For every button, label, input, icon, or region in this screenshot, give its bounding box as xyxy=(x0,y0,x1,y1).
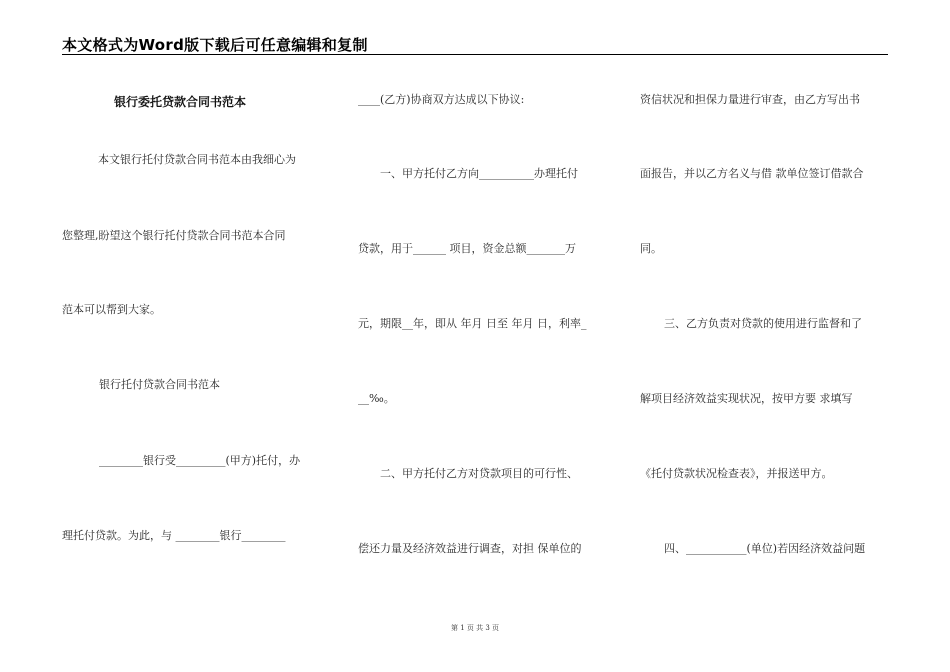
paragraph-line: 资信状况和担保力量进行审查，由乙方写出书 xyxy=(640,93,860,106)
paragraph-line: 元，期限__年，即从 年月 日至 年月 日，利率_ xyxy=(358,317,587,330)
column-2 xyxy=(358,0,610,672)
paragraph-line: ____(乙方)协商双方达成以下协议: xyxy=(358,93,525,106)
document-title: 银行委托贷款合同书范本 xyxy=(114,95,247,109)
paragraph-line: 贷款，用于______ 项目，资金总额_______万 xyxy=(358,242,576,255)
paragraph-line: 一、甲方托付乙方向__________办理托付 xyxy=(380,167,578,180)
paragraph-line: 解项目经济效益实现状况，按甲方要 求填写 xyxy=(640,392,853,405)
paragraph-line: 《托付贷款状况检查表》，并报送甲方。 xyxy=(640,467,833,480)
paragraph-line: 偿还力量及经济效益进行调查，对担 保单位的 xyxy=(358,542,582,555)
column-1 xyxy=(62,0,324,672)
page-number: 第 1 页 共 3 页 xyxy=(450,624,500,632)
header-title: 本文格式为Word版下载后可任意编辑和复制 xyxy=(62,36,368,54)
paragraph-line: 四、___________(单位)若因经济效益问题 xyxy=(664,542,866,555)
paragraph-line: 二、甲方托付乙方对贷款项目的可行性、 xyxy=(380,467,578,480)
paragraph-line: 三、乙方负责对贷款的使用进行监督和了 xyxy=(664,317,862,330)
paragraph-line: 范本可以帮到大家。 xyxy=(62,303,161,316)
paragraph-line: 同。 xyxy=(640,242,662,255)
paragraph-line: 银行托付贷款合同书范本 xyxy=(99,378,220,391)
paragraph-line: __‰。 xyxy=(358,392,395,405)
paragraph-line: 理托付贷款。为此，与 ________银行________ xyxy=(62,529,286,542)
paragraph-line: ________银行受_________(甲方)托付，办 xyxy=(99,454,301,467)
paragraph-line: 您整理,盼望这个银行托付贷款合同书范本合同 xyxy=(62,229,286,242)
paragraph-line: 本文银行托付贷款合同书范本由我细心为 xyxy=(98,153,296,166)
column-3 xyxy=(640,0,890,672)
paragraph-line: 面报告，并以乙方名义与借 款单位签订借款合 xyxy=(640,167,864,180)
